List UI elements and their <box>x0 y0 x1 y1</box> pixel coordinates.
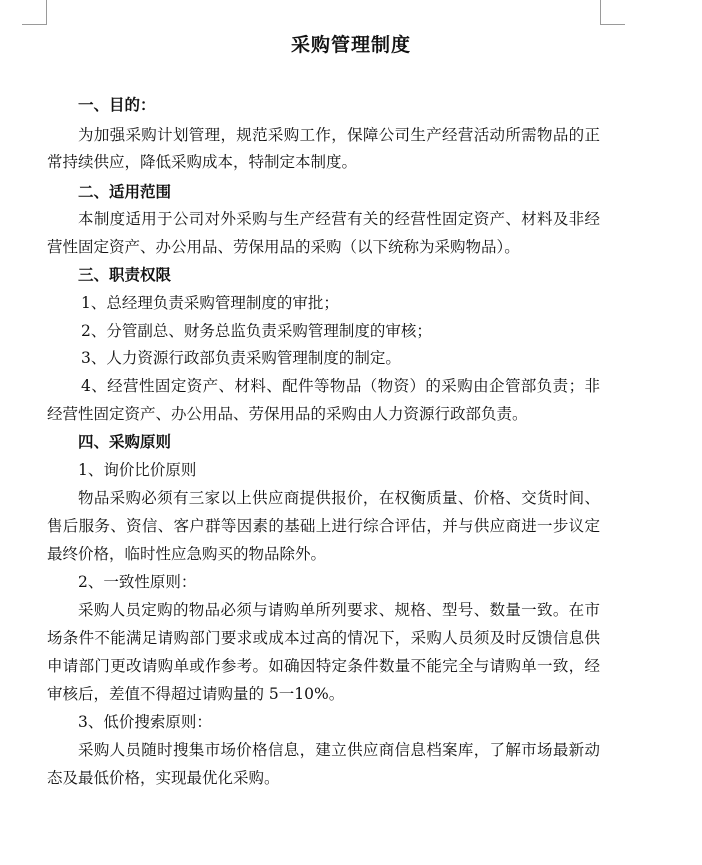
paragraph-line: 物品采购必须有三家以上供应商提供报价，在权衡质量、价格、交货时间、 <box>78 489 600 507</box>
crop-mark-top-right <box>600 0 625 25</box>
duty-item: 3、人力资源行政部负责采购管理制度的制定。 <box>81 349 401 367</box>
section-heading-duties: 三、职责权限 <box>78 265 172 284</box>
duty-item: 1、总经理负责采购管理制度的审批； <box>81 294 339 312</box>
document-title: 采购管理制度 <box>290 34 411 56</box>
paragraph-line: 售后服务、资信、客户群等因素的基础上进行综合评估，并与供应商进一步议定 <box>47 517 600 535</box>
paragraph-line: 申请部门更改请购单或作参考。如确因特定条件数量不能完全与请购单一致，经 <box>47 657 600 675</box>
paragraph-line: 场条件不能满足请购部门要求或成本过高的情况下，采购人员须及时反馈信息供 <box>47 629 600 647</box>
duty-item: 4、经营性固定资产、材料、配件等物品（物资）的采购由企管部负责；非 <box>81 377 600 395</box>
paragraph-line: 采购人员随时搜集市场价格信息，建立供应商信息档案库，了解市场最新动 <box>78 741 600 759</box>
principle-heading: 2、一致性原则： <box>78 573 197 591</box>
paragraph-line: 本制度适用于公司对外采购与生产经营有关的经营性固定资产、材料及非经 <box>78 210 600 228</box>
section-heading-purpose: 一、目的： <box>78 95 156 114</box>
paragraph-line: 营性固定资产、办公用品、劳保用品的采购（以下统称为采购物品）。 <box>47 238 520 256</box>
paragraph-line: 为加强采购计划管理，规范采购工作，保障公司生产经营活动所需物品的正 <box>78 126 600 144</box>
duty-item-continuation: 经营性固定资产、办公用品、劳保用品的采购由人力资源行政部负责。 <box>47 405 528 423</box>
paragraph-line: 态及最低价格，实现最优化采购。 <box>47 769 280 787</box>
section-heading-principles: 四、采购原则 <box>78 432 172 451</box>
paragraph-line: 审核后，差值不得超过请购量的 5一10%。 <box>47 685 345 703</box>
principle-heading: 3、低价搜索原则： <box>78 713 212 731</box>
section-heading-scope: 二、适用范围 <box>78 182 172 201</box>
paragraph-line: 常持续供应，降低采购成本，特制定本制度。 <box>47 153 358 171</box>
paragraph-line: 采购人员定购的物品必须与请购单所列要求、规格、型号、数量一致。在市 <box>78 601 600 619</box>
crop-mark-top-left <box>22 0 47 25</box>
principle-heading: 1、询价比价原则 <box>78 461 197 479</box>
paragraph-line: 最终价格，临时性应急购买的物品除外。 <box>47 545 327 563</box>
duty-item: 2、分管副总、财务总监负责采购管理制度的审核； <box>81 322 432 340</box>
